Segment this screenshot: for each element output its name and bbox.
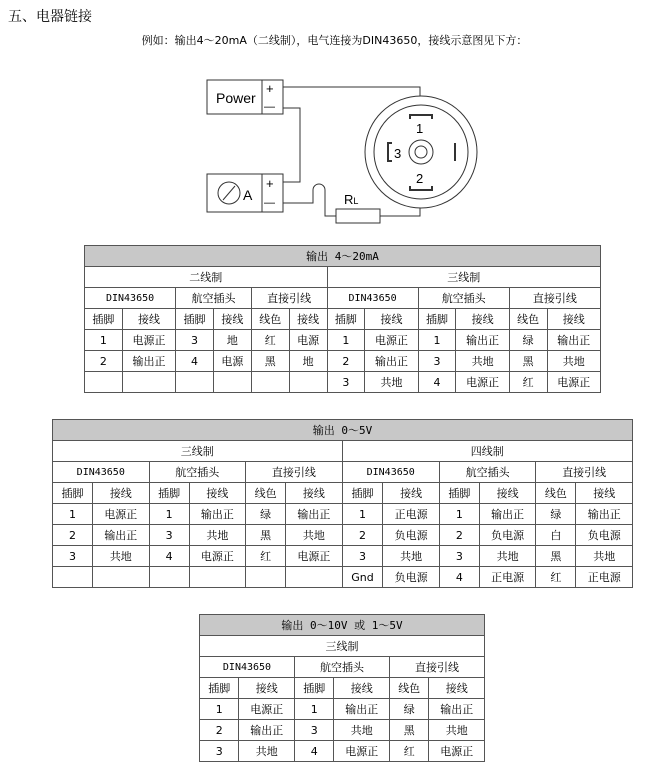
table-row <box>85 351 601 372</box>
table-cell: 正电源 <box>479 567 535 588</box>
table-cell: 1 <box>342 504 383 525</box>
table-row <box>53 504 633 525</box>
table-cell: 共地 <box>334 720 390 741</box>
group-header: 三线制 <box>200 636 485 657</box>
table-cell: 2 <box>327 351 365 372</box>
table-cell: 负电源 <box>383 525 439 546</box>
column-header: 接线 <box>289 309 327 330</box>
table-cell: 红 <box>246 546 286 567</box>
table-cell: 共地 <box>286 525 342 546</box>
table-cell: 2 <box>200 720 239 741</box>
table-cell: 红 <box>536 567 576 588</box>
subgroup-header: DIN43650 <box>200 657 295 678</box>
column-header: 插脚 <box>176 309 214 330</box>
table-cell: 电源正 <box>334 741 390 762</box>
table-cell: 4 <box>149 546 189 567</box>
wiring-diagram <box>0 0 669 245</box>
table-cell: 输出正 <box>365 351 418 372</box>
pin1-label: 1 <box>416 121 424 136</box>
table-cell: 4 <box>294 741 333 762</box>
table-cell: 4 <box>176 351 214 372</box>
table-cell <box>122 372 175 393</box>
table-cell: 正电源 <box>383 504 439 525</box>
meter-label: A <box>243 187 253 203</box>
column-header: 插脚 <box>149 483 189 504</box>
table-row <box>85 330 601 351</box>
table-cell <box>246 567 286 588</box>
table-cell: 电源正 <box>286 546 342 567</box>
resistor <box>336 209 380 223</box>
table-cell: 3 <box>294 720 333 741</box>
subgroup-header: 直接引线 <box>509 288 600 309</box>
table-cell: 输出正 <box>429 699 485 720</box>
table-cell: 3 <box>439 546 479 567</box>
meter-minus: — <box>264 197 275 209</box>
column-header: 接线 <box>429 678 485 699</box>
column-header: 接线 <box>213 309 251 330</box>
table-cell: 1 <box>327 330 365 351</box>
table-row <box>85 372 601 393</box>
table-cell: 共地 <box>576 546 633 567</box>
table-cell: 1 <box>294 699 333 720</box>
table-cell: 红 <box>509 372 547 393</box>
table-row <box>200 720 485 741</box>
column-header: 接线 <box>93 483 149 504</box>
table-cell: 电源正 <box>429 741 485 762</box>
table-cell: 共地 <box>93 546 149 567</box>
table-cell: 电源正 <box>239 699 295 720</box>
table-cell: 输出正 <box>239 720 295 741</box>
table-row <box>53 546 633 567</box>
subgroup-header: 航空插头 <box>418 288 509 309</box>
table-cell <box>149 567 189 588</box>
table-cell <box>93 567 149 588</box>
table-cell: 输出正 <box>122 351 175 372</box>
table-cell: 红 <box>251 330 289 351</box>
column-header: 插脚 <box>53 483 93 504</box>
table-cell: 电源正 <box>365 330 418 351</box>
table-cell: 1 <box>418 330 456 351</box>
subgroup-header: DIN43650 <box>85 288 176 309</box>
table-row <box>200 699 485 720</box>
subgroup-header: 直接引线 <box>389 657 484 678</box>
subgroup-header: 直接引线 <box>251 288 327 309</box>
column-header: 线色 <box>389 678 428 699</box>
column-header: 插脚 <box>85 309 123 330</box>
table-cell: 红 <box>389 741 428 762</box>
column-header: 插脚 <box>439 483 479 504</box>
table-cell: 2 <box>85 351 123 372</box>
table-cell: 绿 <box>389 699 428 720</box>
table-title: 输出 0～10V 或 1～5V <box>200 615 485 636</box>
table-cell: 输出正 <box>189 504 245 525</box>
wire-meter-minus <box>283 184 336 216</box>
table-cell: 共地 <box>547 351 600 372</box>
column-header: 插脚 <box>200 678 239 699</box>
meter-plus: + <box>266 176 274 191</box>
table-cell: 共地 <box>239 741 295 762</box>
column-header: 接线 <box>189 483 245 504</box>
table-cell <box>176 372 214 393</box>
table-cell: 1 <box>149 504 189 525</box>
table-row <box>200 741 485 762</box>
table-cell: 负电源 <box>383 567 439 588</box>
table-cell: 2 <box>53 525 93 546</box>
table-cell <box>189 567 245 588</box>
subgroup-header: DIN43650 <box>342 462 439 483</box>
table-cell: 黑 <box>246 525 286 546</box>
table-cell: 输出正 <box>479 504 535 525</box>
table-cell: 绿 <box>246 504 286 525</box>
connector-outer <box>365 96 477 208</box>
table-cell: 输出正 <box>456 330 509 351</box>
column-header: 接线 <box>547 309 600 330</box>
table-cell: 电源正 <box>93 504 149 525</box>
table-cell: 黑 <box>251 351 289 372</box>
group-header: 三线制 <box>53 441 343 462</box>
table-output-4-20ma <box>84 245 601 393</box>
table-cell: 黑 <box>389 720 428 741</box>
table-cell: 输出正 <box>547 330 600 351</box>
table-cell: 共地 <box>479 546 535 567</box>
table-output-0-10v-or-1-5v <box>199 614 485 762</box>
table-cell: 1 <box>439 504 479 525</box>
table-cell: 白 <box>536 525 576 546</box>
table-row <box>53 525 633 546</box>
pin2-label: 2 <box>416 171 424 186</box>
table-cell: 3 <box>53 546 93 567</box>
table-cell: 负电源 <box>576 525 633 546</box>
column-header: 接线 <box>239 678 295 699</box>
column-header: 插脚 <box>327 309 365 330</box>
column-header: 插脚 <box>294 678 333 699</box>
group-header: 三线制 <box>327 267 601 288</box>
example-text: 例如：输出4～20mA（二线制），电气连接为DIN43650，接线示意图见下方： <box>141 34 528 47</box>
resistor-label: RL <box>344 192 359 207</box>
table-cell: 输出正 <box>286 504 342 525</box>
table-title: 输出 0～5V <box>53 420 633 441</box>
table-cell <box>251 372 289 393</box>
table-cell: 3 <box>327 372 365 393</box>
table-cell: 3 <box>149 525 189 546</box>
table-cell: 3 <box>176 330 214 351</box>
table-cell: 2 <box>342 525 383 546</box>
table-cell: 输出正 <box>576 504 633 525</box>
table-cell: 输出正 <box>334 699 390 720</box>
table-cell: 地 <box>213 330 251 351</box>
column-header: 线色 <box>246 483 286 504</box>
table-cell: 共地 <box>429 720 485 741</box>
table-cell: 电源 <box>213 351 251 372</box>
column-header: 线色 <box>536 483 576 504</box>
table-cell: 正电源 <box>576 567 633 588</box>
table-cell <box>213 372 251 393</box>
table-cell: 电源正 <box>122 330 175 351</box>
table-cell: 电源正 <box>189 546 245 567</box>
table-cell: 1 <box>53 504 93 525</box>
table-cell <box>85 372 123 393</box>
table-cell: 共地 <box>365 372 418 393</box>
column-header: 线色 <box>509 309 547 330</box>
group-header: 四线制 <box>342 441 632 462</box>
column-header: 接线 <box>365 309 418 330</box>
table-cell: 绿 <box>536 504 576 525</box>
power-minus: — <box>264 101 275 113</box>
subgroup-header: 航空插头 <box>439 462 536 483</box>
subgroup-header: DIN43650 <box>327 288 418 309</box>
wire-power-minus <box>283 108 300 182</box>
column-header: 接线 <box>479 483 535 504</box>
table-row <box>53 567 633 588</box>
column-header: 接线 <box>383 483 439 504</box>
table-cell: 3 <box>200 741 239 762</box>
column-header: 接线 <box>334 678 390 699</box>
table-cell: 电源 <box>289 330 327 351</box>
table-cell: 地 <box>289 351 327 372</box>
column-header: 接线 <box>286 483 342 504</box>
table-cell: 1 <box>200 699 239 720</box>
subgroup-header: DIN43650 <box>53 462 150 483</box>
table-cell <box>289 372 327 393</box>
column-header: 接线 <box>122 309 175 330</box>
subgroup-header: 直接引线 <box>246 462 343 483</box>
group-header: 二线制 <box>85 267 328 288</box>
table-cell <box>53 567 93 588</box>
table-cell: 共地 <box>189 525 245 546</box>
pin3-label: 3 <box>394 146 402 161</box>
table-cell: 绿 <box>509 330 547 351</box>
table-cell: 电源正 <box>547 372 600 393</box>
table-cell: 输出正 <box>93 525 149 546</box>
table-cell: 共地 <box>383 546 439 567</box>
table-cell: 黑 <box>509 351 547 372</box>
column-header: 接线 <box>576 483 633 504</box>
subgroup-header: 航空插头 <box>294 657 389 678</box>
table-cell: 4 <box>439 567 479 588</box>
power-plus: + <box>266 81 274 96</box>
subgroup-header: 航空插头 <box>149 462 246 483</box>
table-output-0-5v <box>52 419 633 588</box>
table-cell: 1 <box>85 330 123 351</box>
table-cell <box>286 567 342 588</box>
table-cell: 3 <box>342 546 383 567</box>
table-cell: 共地 <box>456 351 509 372</box>
table-cell: 4 <box>418 372 456 393</box>
table-cell: 3 <box>418 351 456 372</box>
column-header: 线色 <box>251 309 289 330</box>
subgroup-header: 直接引线 <box>536 462 633 483</box>
column-header: 插脚 <box>418 309 456 330</box>
column-header: 插脚 <box>342 483 383 504</box>
table-cell: 黑 <box>536 546 576 567</box>
table-title: 输出 4～20mA <box>85 246 601 267</box>
table-cell: 2 <box>439 525 479 546</box>
section-heading: 五、电器链接 <box>8 9 92 25</box>
table-cell: 负电源 <box>479 525 535 546</box>
subgroup-header: 航空插头 <box>176 288 252 309</box>
power-label: Power <box>216 90 256 106</box>
column-header: 接线 <box>456 309 509 330</box>
table-cell: Gnd <box>342 567 383 588</box>
table-cell: 电源正 <box>456 372 509 393</box>
